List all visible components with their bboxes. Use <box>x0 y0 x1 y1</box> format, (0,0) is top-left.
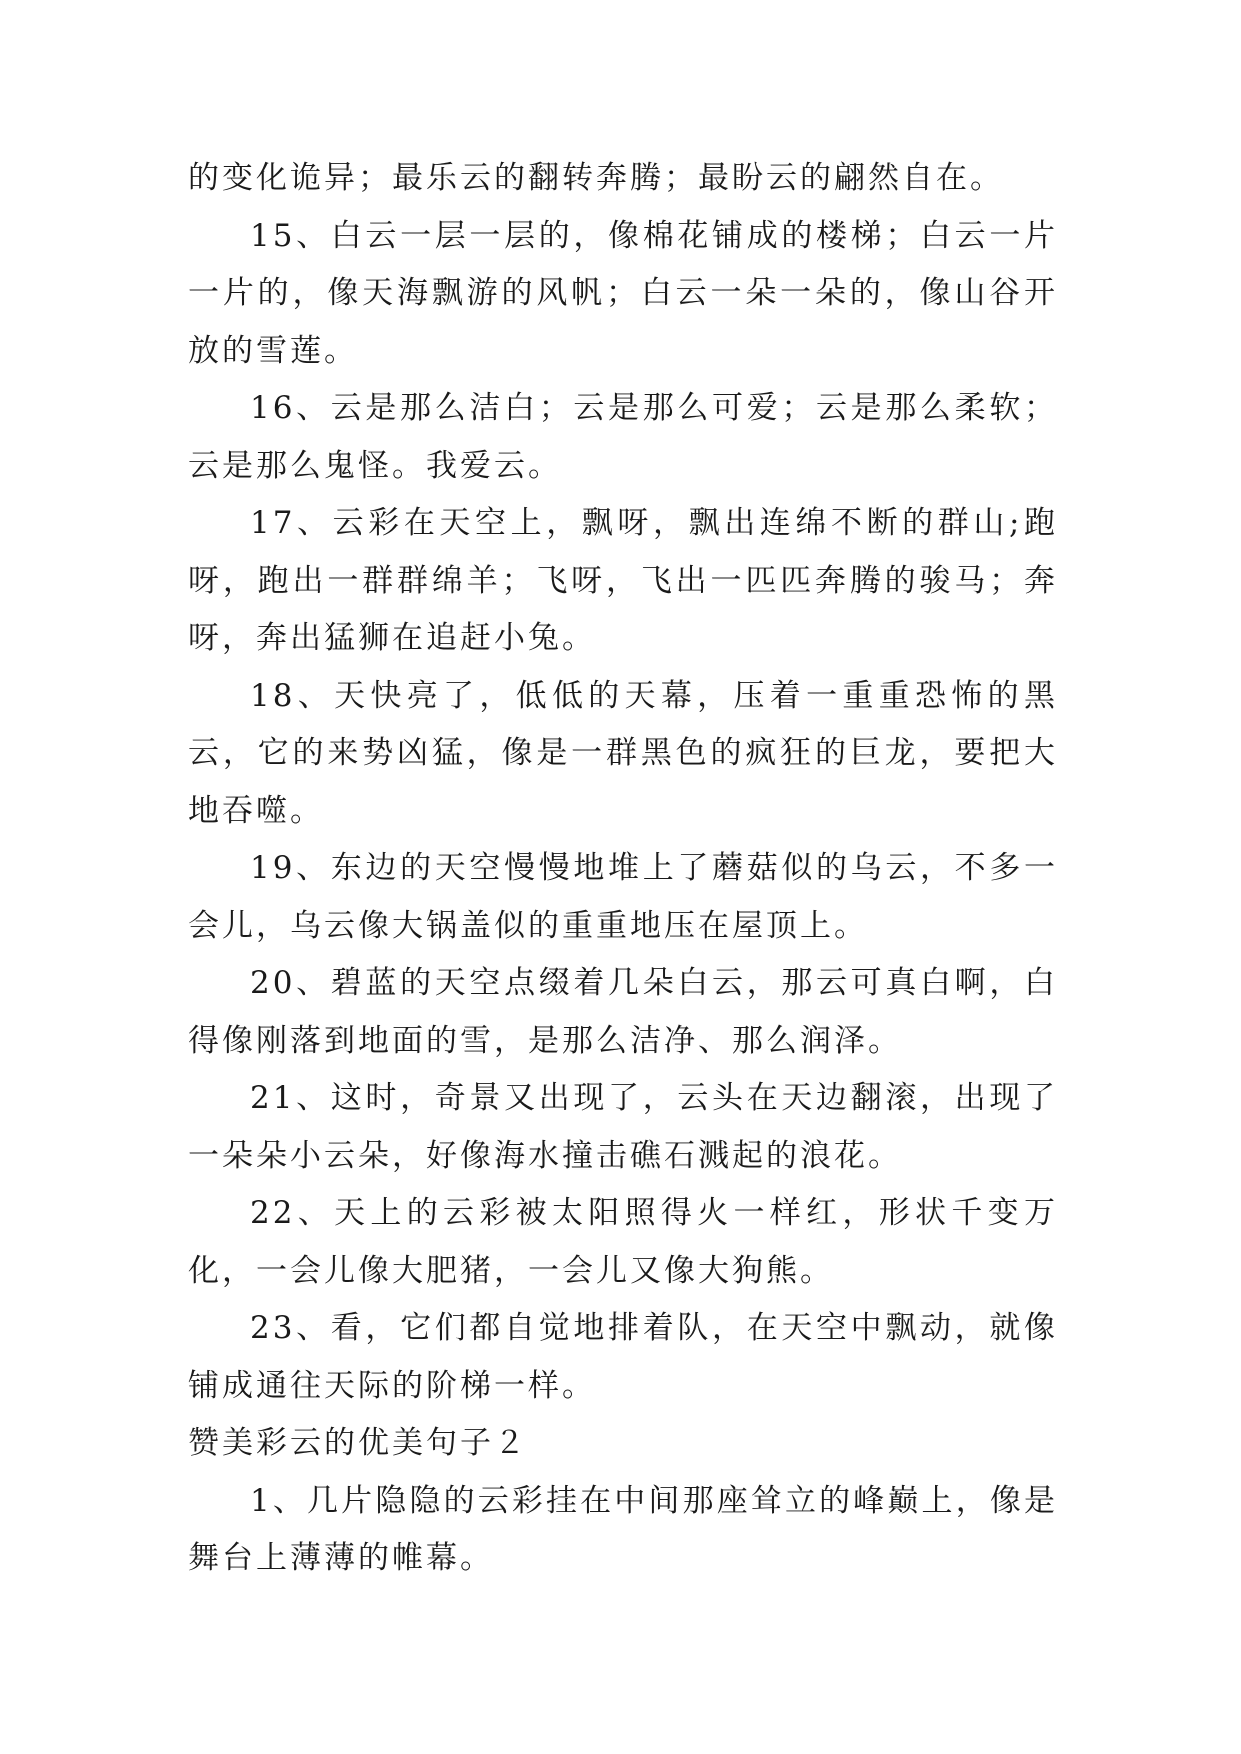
paragraph-17: 17、云彩在天空上，飘呀，飘出连绵不断的群山;跑呀，跑出一群群绵羊；飞呀，飞出一匹匹奔腾的骏马；奔呀，奔出猛狮在追赶小兔。 <box>188 505 1058 656</box>
document-body <box>188 150 1058 1588</box>
paragraph-19: 19、东边的天空慢慢地堆上了蘑菇似的乌云，不多一会儿，乌云像大锅盖似的重重地压在屋顶上。 <box>188 850 1058 944</box>
paragraph-15: 15、白云一层一层的，像棉花铺成的楼梯；白云一片一片的，像天海飘游的风帆；白云一朵一朵的，像山谷开放的雪莲。 <box>188 217 1058 369</box>
paragraph-21: 21、这时，奇景又出现了，云头在天边翻滚，出现了一朵朵小云朵，好像海水撞击礁石溅起的浪花。 <box>188 1080 1058 1174</box>
paragraph-18: 18、天快亮了，低低的天幕，压着一重重恐怖的黑云，它的来势凶猛，像是一群黑色的疯狂的巨龙，要把大地吞噬。 <box>188 677 1058 829</box>
paragraph-22: 22、天上的云彩被太阳照得火一样红，形状千变万化，一会儿像大肥猪，一会儿又像大狗熊。 <box>188 1195 1058 1289</box>
paragraph-16: 16、云是那么洁白；云是那么可爱；云是那么柔软；云是那么鬼怪。我爱云。 <box>188 390 1058 484</box>
paragraph-23: 23、看，它们都自觉地排着队，在天空中飘动，就像铺成通往天际的阶梯一样。 <box>188 1310 1058 1404</box>
paragraph-continuation: 的变化诡异；最乐云的翻转奔腾；最盼云的翩然自在。 <box>188 160 1004 196</box>
section-heading: 赞美彩云的优美句子２ <box>188 1425 528 1461</box>
paragraph-20: 20、碧蓝的天空点缀着几朵白云，那云可真白啊，白得像刚落到地面的雪，是那么洁净、那么润泽。 <box>188 965 1058 1059</box>
section-paragraph-1: 1、几片隐隐的云彩挂在中间那座耸立的峰巅上，像是舞台上薄薄的帷幕。 <box>188 1482 1058 1576</box>
